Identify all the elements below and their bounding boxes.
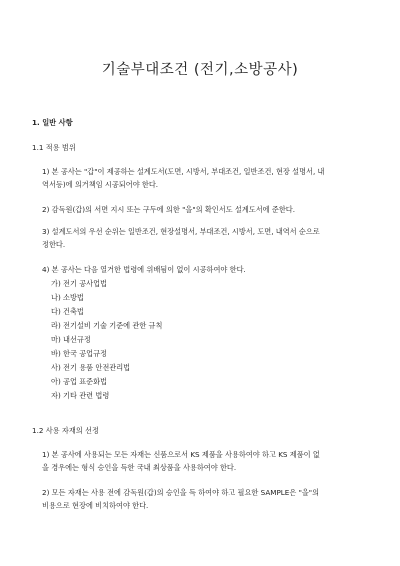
materials-paragraph-1-line-1: 1) 본 공사에 사용되는 모든 자재는 신품으로서 KS 제품을 사용하여야 하고 KS 제품이 없 xyxy=(42,450,320,459)
law-list-item: 가) 전기 공사업법 xyxy=(51,279,107,288)
subsection-heading-materials: 1.2 사용 자재의 선정 xyxy=(32,426,99,435)
law-list-item: 다) 건축법 xyxy=(51,307,84,316)
materials-paragraph-1-line-2: 을 경우에는 형식 승인을 득한 국내 최상품을 사용하여야 한다. xyxy=(42,463,237,472)
law-list-item: 사) 전기 용품 안전관리법 xyxy=(51,363,131,372)
scope-paragraph-2: 2) 감독원(갑)의 서면 지시 또는 구두에 의한 "을"의 확인서도 설계도서에 준한다. xyxy=(42,205,296,214)
materials-paragraph-2-line-1: 2) 모든 자재는 사용 전에 감독원(갑)의 승인을 득 하여야 하고 필요한 SAMPLE은 "을"의 xyxy=(42,488,320,497)
law-list-item: 바) 한국 공업규정 xyxy=(51,349,107,358)
scope-paragraph-4: 4) 본 공사는 다음 열거한 법령에 위배됨이 없이 시공하여야 한다. xyxy=(42,265,246,274)
section-heading-general: 1. 일반 사항 xyxy=(32,118,73,127)
scope-paragraph-1-line-2: 역서등)에 의거책임 시공되어야 한다. xyxy=(42,180,159,189)
document-title: 기술부대조건 (전기,소방공사) xyxy=(101,62,299,78)
law-list-item: 자) 기타 관련 법령 xyxy=(51,391,110,400)
materials-paragraph-2-line-2: 비용으로 현장에 비치하여야 한다. xyxy=(42,501,149,510)
scope-paragraph-1-line-1: 1) 본 공사는 "갑"이 제공하는 설계도서(도면, 시방서, 부대조건, 일반조건, 현장 설명서, 내 xyxy=(42,167,325,176)
scope-paragraph-3-line-2: 정한다. xyxy=(42,240,66,249)
law-list-item: 나) 소방법 xyxy=(51,293,84,302)
law-list-item: 라) 전기설비 기술 기준에 관한 규칙 xyxy=(51,321,163,330)
subsection-heading-scope: 1.1 적용 범위 xyxy=(32,143,76,152)
law-list-item: 마) 내선규정 xyxy=(51,335,91,344)
law-list-item: 아) 공업 표준화법 xyxy=(51,377,107,386)
scope-paragraph-3-line-1: 3) 설계도서의 우선 순위는 일반조건, 현장설명서, 부대조건, 시방서, 도면, 내역서 순으로 xyxy=(42,227,320,236)
